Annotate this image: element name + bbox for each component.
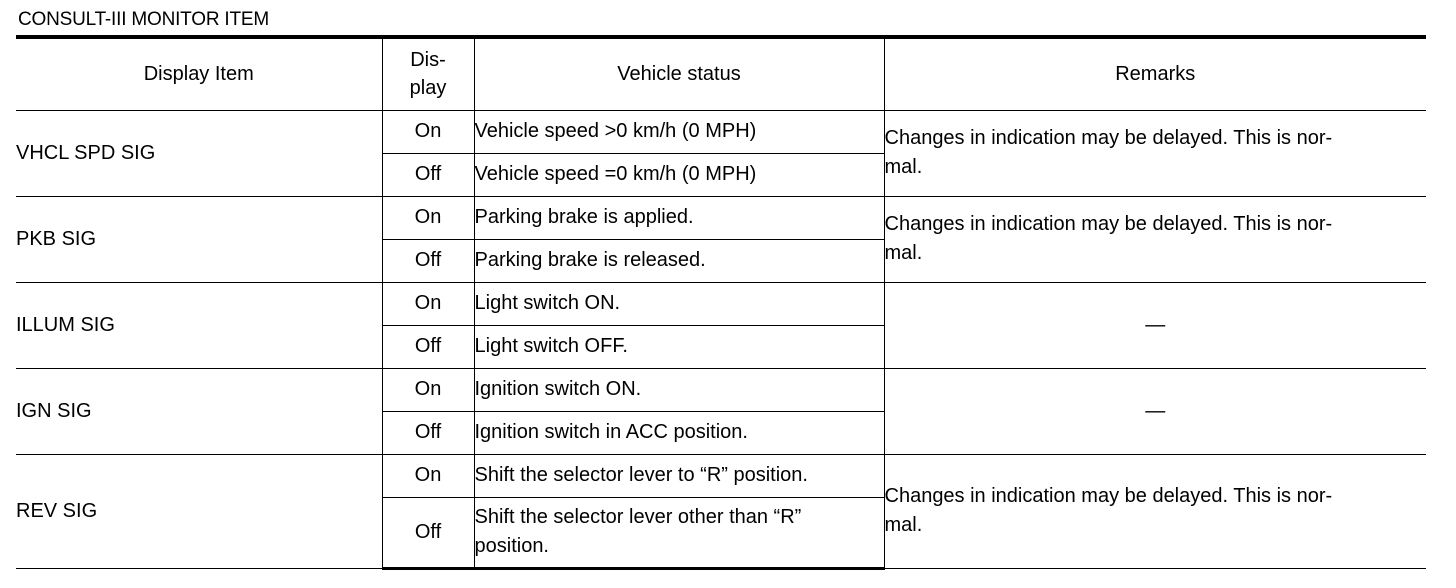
- display-item-cell: REV SIG: [16, 454, 382, 568]
- display-value-cell: Off: [382, 497, 474, 568]
- vehicle-status-cell: Light switch OFF.: [474, 325, 884, 368]
- vehicle-status-line1: Shift the selector lever other than “R”: [474, 506, 802, 528]
- table-row: [16, 110, 1426, 153]
- display-value-cell: On: [382, 110, 474, 153]
- header-vehicle-status: Vehicle status: [474, 37, 884, 110]
- remarks-cell: [884, 454, 1426, 568]
- vehicle-status-cell: Ignition switch ON.: [474, 368, 884, 411]
- display-value-cell: On: [382, 368, 474, 411]
- vehicle-status-cell: Ignition switch in ACC position.: [474, 411, 884, 454]
- remarks-cell: —: [884, 368, 1426, 454]
- table-header-row: [16, 37, 1426, 110]
- display-value-cell: Off: [382, 325, 474, 368]
- remarks-cell: —: [884, 282, 1426, 368]
- display-value-cell: On: [382, 196, 474, 239]
- remarks-line1: Changes in indication may be delayed. This is nor-: [884, 485, 1333, 507]
- display-value-cell: Off: [382, 153, 474, 196]
- display-value-cell: On: [382, 282, 474, 325]
- remarks-line2: mal.: [884, 514, 923, 536]
- display-value-cell: Off: [382, 239, 474, 282]
- vehicle-status-line2: position.: [474, 535, 549, 557]
- vehicle-status-cell: Vehicle speed =0 km/h (0 MPH): [474, 153, 884, 196]
- header-remarks: Remarks: [884, 37, 1426, 110]
- monitor-item-table: [16, 35, 1426, 570]
- header-display-item: Display Item: [16, 37, 382, 110]
- table-row: [16, 196, 1426, 239]
- vehicle-status-cell: Parking brake is released.: [474, 239, 884, 282]
- remarks-cell: [884, 196, 1426, 282]
- vehicle-status-cell: Vehicle speed >0 km/h (0 MPH): [474, 110, 884, 153]
- vehicle-status-cell: [474, 497, 884, 568]
- display-value-cell: On: [382, 454, 474, 497]
- table-row: [16, 282, 1426, 325]
- vehicle-status-cell: Light switch ON.: [474, 282, 884, 325]
- remarks-line2: mal.: [884, 242, 923, 264]
- display-item-cell: PKB SIG: [16, 196, 382, 282]
- header-display: [382, 37, 474, 110]
- remarks-cell: [884, 110, 1426, 196]
- display-value-cell: Off: [382, 411, 474, 454]
- display-item-cell: IGN SIG: [16, 368, 382, 454]
- remarks-line2: mal.: [884, 156, 923, 178]
- display-item-cell: ILLUM SIG: [16, 282, 382, 368]
- table-row: [16, 368, 1426, 411]
- vehicle-status-cell: Shift the selector lever to “R” position.: [474, 454, 884, 497]
- remarks-line1: Changes in indication may be delayed. This is nor-: [884, 213, 1333, 235]
- header-display-line2: play: [409, 77, 447, 100]
- remarks-line1: Changes in indication may be delayed. This is nor-: [884, 127, 1333, 149]
- display-item-cell: VHCL SPD SIG: [16, 110, 382, 196]
- table-row: [16, 454, 1426, 497]
- header-display-line1: Dis-: [410, 49, 446, 72]
- vehicle-status-cell: Parking brake is applied.: [474, 196, 884, 239]
- page-title: CONSULT-III MONITOR ITEM: [18, 9, 270, 30]
